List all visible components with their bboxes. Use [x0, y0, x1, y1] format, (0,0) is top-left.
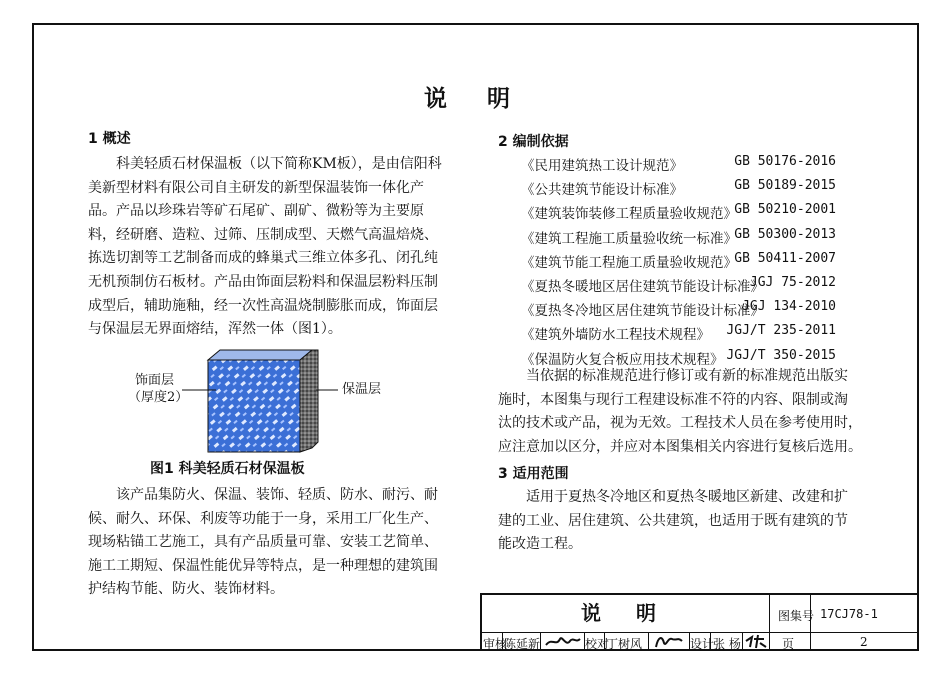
text-line: 现场粘锚工艺施工，具有产品质量可靠、安装工艺简单、 — [88, 534, 438, 551]
text-line: 科美轻质石材保温板（以下简称KM板），是由信阳科 — [116, 156, 442, 172]
drawing-name: 说 明 — [581, 601, 670, 625]
text-line: 当依据的标准规范进行修订或有新的标准规范出版实 — [526, 368, 848, 384]
review-label: 审核 — [483, 637, 508, 651]
checker-signature — [652, 633, 686, 650]
design-label: 设计 — [690, 637, 715, 651]
section-2-heading: 2 编制依据 — [498, 134, 569, 150]
reference-code: JGJ 75-2012 — [749, 275, 836, 290]
reference-code: JGJ/T 350-2015 — [726, 347, 836, 363]
designer-name: 张 杨 — [713, 637, 741, 651]
reference-code: JGJ/T 235-2011 — [726, 323, 836, 339]
reference-item — [521, 227, 836, 249]
text-line: 品。产品以珍珠岩等矿石尾矿、副矿、微粉等为主要原 — [88, 203, 424, 220]
reference-code: GB 50189-2015 — [734, 178, 836, 194]
reference-name: 《保温防火复合板应用技术规程》 — [521, 351, 724, 368]
text-line: 能改造工程。 — [498, 536, 582, 553]
reviewer-name: 陈延新 — [504, 637, 541, 651]
reference-code: GB 50411-2007 — [734, 250, 836, 266]
text-line: 美新型材料有限公司自主研发的新型保温装饰一体化产 — [88, 179, 424, 196]
text-line: 适用于夏热冬冷地区和夏热冬暖地区新建、改建和扩 — [526, 489, 848, 505]
reviewer-signature — [544, 633, 582, 650]
reference-name: 《公共建筑节能设计标准》 — [521, 182, 683, 199]
text-line: 料，经研磨、造粒、过筛、压制成型、天燃气高温焙烧、 — [88, 226, 438, 243]
text-line: 该产品集防火、保温、装饰、轻质、防水、耐污、耐 — [116, 487, 438, 503]
reference-name: 《建筑装饰装修工程质量验收规范》 — [521, 206, 737, 223]
figure-label-facing-layer: 饰面层 — [135, 373, 175, 388]
text-line: 应注意加以区分，并应对本图集相关内容进行复核后选用。 — [498, 438, 862, 455]
designer-signature — [744, 633, 768, 650]
checker-name: 丁树风 — [606, 637, 643, 651]
text-line: 施工工期短、保温性能优异等特点，是一种理想的建筑围 — [88, 557, 438, 574]
text-line: 与保温层无界面熔结，浑然一体（图1）。 — [88, 321, 342, 338]
reference-item — [521, 323, 836, 345]
text-line: 候、耐久、环保、利废等功能于一身，采用工厂化生产、 — [88, 510, 438, 527]
check-label: 校对 — [585, 637, 610, 651]
figure-label-insulation-layer: 保温层 — [342, 382, 382, 397]
reference-name: 《建筑节能工程施工质量验收规范》 — [521, 254, 737, 271]
facing-layer-shape — [208, 360, 300, 452]
text-line: 施时，本图集与现行工程建设标准不符的内容、限制或淘 — [498, 391, 848, 408]
text-line: 汰的技术或产品，视为无效。工程技术人员在参考使用时， — [498, 415, 862, 432]
reference-name: 《夏热冬冷地区居住建筑节能设计标准》 — [521, 303, 764, 320]
reference-name: 《建筑工程施工质量验收统一标准》 — [521, 230, 737, 247]
section-2-note — [498, 365, 862, 459]
reference-code: GB 50300-2013 — [734, 226, 836, 242]
page-number: 2 — [860, 635, 868, 649]
text-line: 建的工业、居住建筑、公共建筑，也适用于既有建筑的节 — [498, 512, 848, 529]
text-line: 护结构节能、防火、装饰材料。 — [88, 581, 284, 598]
reference-code: GB 50176-2016 — [734, 154, 836, 169]
atlas-number-label: 图集号 — [778, 609, 815, 623]
section-1-paragraph-1 — [88, 153, 464, 342]
section-1-paragraph-2 — [88, 484, 464, 602]
reference-name: 《夏热冬暖地区居住建筑节能设计标准》 — [521, 279, 764, 295]
text-line: 成型后，辅助施釉，经一次性高温烧制膨胀而成，饰面层 — [88, 297, 438, 314]
atlas-number: 17CJ78-1 — [820, 607, 878, 621]
reference-name: 《建筑外墙防水工程技术规程》 — [521, 327, 710, 344]
title-block — [480, 593, 919, 651]
page-label: 页 — [782, 637, 795, 651]
section-1-heading: 1 概述 — [88, 131, 131, 147]
reference-item — [521, 154, 836, 176]
section-3-heading: 3 适用范围 — [498, 466, 569, 482]
reference-item — [521, 299, 836, 321]
section-3-paragraph — [498, 486, 862, 557]
text-line: 无机预制仿石板材。产品由饰面层粉料和保温层粉料压制 — [88, 273, 438, 290]
insulation-layer-shape — [300, 350, 318, 452]
reference-item — [521, 275, 836, 297]
reference-code: GB 50210-2001 — [734, 202, 836, 218]
page-title: 说 明 — [423, 86, 526, 112]
reference-item — [521, 178, 836, 200]
reference-item — [521, 251, 836, 273]
reference-name: 《民用建筑热工设计规范》 — [521, 158, 683, 174]
reference-item — [521, 202, 836, 224]
figure-1-caption: 图1 科美轻质石材保温板 — [150, 461, 305, 477]
figure-label-facing-thickness: （厚度2） — [128, 390, 189, 405]
text-line: 拣选切割等工艺制备而成的蜂巢式三维立体多孔、闭孔纯 — [88, 250, 438, 267]
reference-code: JGJ 134-2010 — [742, 299, 836, 315]
